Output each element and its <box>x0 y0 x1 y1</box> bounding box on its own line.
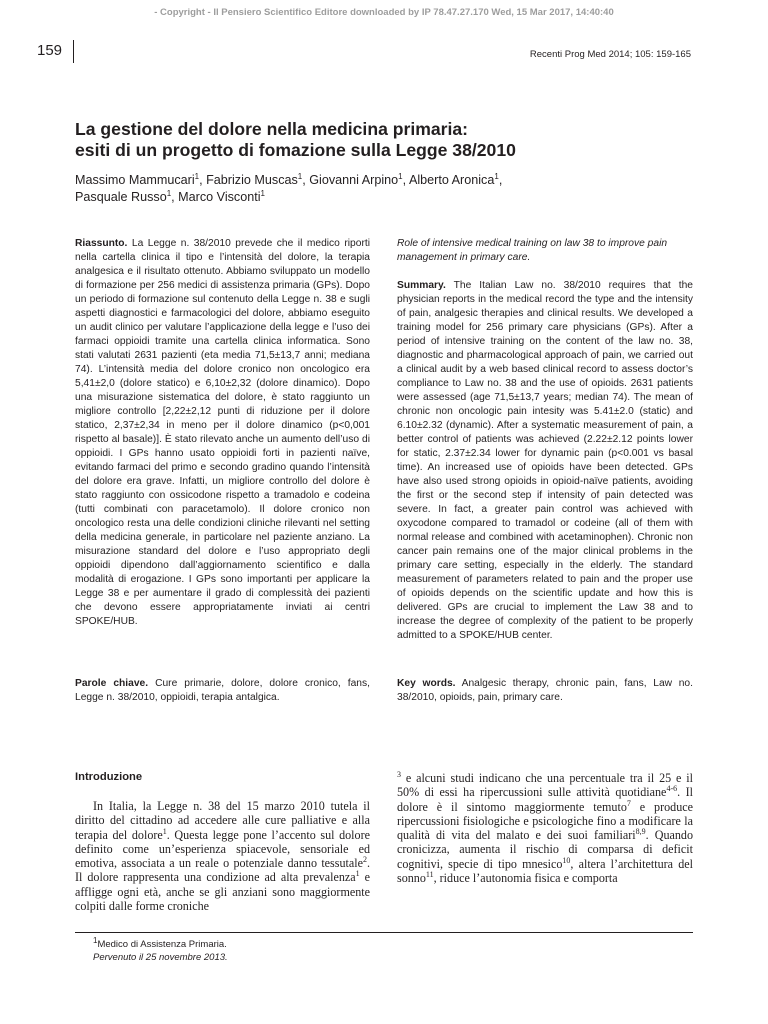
citation-marker: 1 <box>162 826 167 836</box>
page-number-divider <box>73 40 74 63</box>
citation-marker: 4-6 <box>666 784 678 794</box>
footnotes <box>93 935 228 964</box>
abstract-english-label: Summary. <box>397 280 446 291</box>
citation-marker: 2 <box>362 855 367 865</box>
abstract-english-text: The Italian Law no. 38/2010 requires that the physician reports in the medical record the type and the intensity of pain, analgesic therapies and clinical results. We developed a training model for 256 primary care physicians (GPs). After a period of intensive training on the content of the law no. 38, diagnostic and pharmacological approach of pain, we carried out a clinical audit by a web based clinical record to assess doctor’s compliance to Law no. 38 and the use of opioids. 2631 patients were assessed (age 71,5±13,7 years; median 74). The mean of chronic non oncologic pain intesity was 5.41±2.0 (static) and 6.10±2.32 (dynamic). After a systematic measurement of pain, a better control of patients was achieved (2.22±2.12 points lower for static, 2.37±2.34 lower for dynamic pain (p<0.001 vs basal time). An increased use of opioids have been detected. GPs have also used strong opioids in opioid-naïve patients, avoiding the first or the second step if intensity of pain detected was severe. In fact, a greater pain control was achieved with oxycodone compared to tramadol or codeine (all of them with normal release and combined with acetaminophen). Chronic non cancer pain remains one of the major clinical problems in the primary care setting, especially in the elderly. The standard measurement of parameters related to pain and the proper use of opioids depends on the scientific update and how this is delivered. GPs are crucial to implement the Law 38 and to increase the degree of complexity of the patient to be properly admitted to a SPOKE/HUB center. <box>397 280 693 641</box>
page-number: 159 <box>37 42 63 59</box>
author-affiliation-marker: 1 <box>398 171 403 181</box>
author-name: Fabrizio Muscas <box>206 173 298 187</box>
author-affiliation-marker: 1 <box>260 188 265 198</box>
affiliation-footnote <box>93 935 228 951</box>
author-affiliation-marker: 1 <box>494 171 499 181</box>
author-name: Pasquale Russo <box>75 190 167 204</box>
keywords-italian-text: Cure primarie, dolore, dolore cronico, fans, Legge n. 38/2010, oppioidi, terapia antalgica. <box>75 678 370 703</box>
article-title-line-1: La gestione del dolore nella medicina primaria: <box>75 119 469 139</box>
footnote-divider <box>75 932 693 933</box>
author-affiliation-marker: 1 <box>166 188 172 198</box>
abstract-italian <box>75 237 370 629</box>
citation-marker: 3 <box>397 769 401 779</box>
affiliation-marker: 1 <box>93 935 98 945</box>
article-title <box>75 119 695 161</box>
journal-reference: Recenti Prog Med 2014; 105: 159-165 <box>529 49 691 60</box>
introduction-heading: Introduzione <box>75 771 143 783</box>
citation-marker: 1 <box>355 869 360 879</box>
citation-marker: 7 <box>626 798 631 808</box>
author-name: Marco Visconti <box>178 190 261 204</box>
affiliation-text: Medico di Assistenza Primaria. <box>97 939 227 950</box>
author-affiliation-marker: 1 <box>194 171 200 181</box>
author-name: Massimo Mammucari <box>75 173 195 187</box>
abstract-italian-label: Riassunto. <box>75 238 128 249</box>
introduction-body-left: In Italia, la Legge n. 38 del 15 marzo 2010 tutela il diritto del cittadino ad accedere alle cure palliative e alla terapia del dolore$^1$. Questa legge pone l’accento sul dolore definito come un’esperienza spiacevole, sensoriale ed emotiva, associata a un reale o potenziale danno tessutale$^2$. Il dolore rappresenta una condizione ad alta prevalenza$^1$ e affligge ogni età, anche se gli anziani sono maggiormente colpiti dalle forme croniche <box>75 799 370 914</box>
keywords-english-text: Analgesic therapy, chronic pain, fans, Law no. 38/2010, opioids, pain, primary care. <box>397 678 693 703</box>
article-title-line-2: esiti di un progetto di fomazione sulla Legge 38/2010 <box>75 140 516 160</box>
copyright-notice: - Copyright - Il Pensiero Scientifico Editore downloaded by IP 78.47.27.170 Wed, 15 Mar 2017, 14:40:40 <box>154 7 614 18</box>
author-list: Massimo Mammucari$^1$, Fabrizio Muscas$^1$, Giovanni Arpino$^1$, Alberto Aronica$^1$, Pasquale Russo$^1$, Marco Visconti$^1$ <box>75 171 503 204</box>
author-name: Alberto Aronica <box>408 173 495 187</box>
received-date: Pervenuto il 25 novembre 2013. <box>93 952 228 963</box>
citation-marker: 11 <box>425 870 434 880</box>
english-title: Role of intensive medical training on law 38 to improve pain management in primary care. <box>397 238 668 263</box>
citation-marker: 10 <box>562 855 571 865</box>
abstract-italian-text: La Legge n. 38/2010 prevede che il medico riporti nella cartella clinica il tipo e l’intensità del dolore, la terapia analgesica e il risultato ottenuto. Abbiamo sviluppato un modello di formazione per 256 medici di assistenza primaria (GPs). Dopo un periodo di formazione sul contenuto della Legge n. 38 e sugli aspetti diagnostici e farmacologici del dolore, abbiamo eseguito un audit clinico per valutare l’applicazione della legge e l’uso dei farmaci oppioidi tramite una cartella clinica informatica. Sono stati valutati 2631 pazienti (eta media 71,5±13,7 anni; mediana 74). L’intensità media del dolore cronico non oncologico era 5,41±2,0 (dolore statico) e 6,10±2,32 (dolore dinamico). Dopo una misurazione sistematica del dolore, è stato raggiunto un migliore controllo [2,22±2,12 punti di riduzione per il dolore statico, 2,37±2,34 in meno per il dolore dinamico (p<0,001 rispetto al basale)]. È stato rilevato anche un aumento dell’uso di oppioidi. I GPs hanno usato oppioidi forti in pazienti naïve, evitando farmaci del primo e secondo gradino quando l’intensità del dolore era grave. Infatti, un migliore controllo del dolore è stato raggiunto con ossicodone rispetto a tramadolo e codeina (tutti combinati con paracetamolo). Il dolore cronico non oncologico resta una delle condizioni cliniche rilevanti nel setting della medicina generale, in particolare nel paziente anziano. La misurazione standard del dolore e l’uso appropriato degli oppioidi dipendono dall’aggiornamento scientifico e dalla modalità di erogazione. I GPs sono importanti per applicare la Legge 38 e per aumentare il grado di complessità dei pazienti che devono essere appropriatamente inviati ai centri SPOKE/HUB. <box>75 238 370 627</box>
author-affiliation-marker: 1 <box>297 171 303 181</box>
author-name: Giovanni Arpino <box>309 173 399 187</box>
citation-marker: 8,9 <box>635 827 646 837</box>
keywords-english <box>397 677 693 705</box>
introduction-body-right: $^3$ e alcuni studi indicano che una percentuale tra il 25 e il 50% di essi ha ripercussioni sulle attività quotidiane$^{4-6}$. Il dolore è il sintomo maggiormente temuto$^7$ e produce ripercussioni fisiologiche e psicologiche fino a modificare la qualità di vita del malato e dei suoi familiari$^{8,9}$. Quando cronicizza, aumenta il rischio di comparsa di deficit cognitivi, specie di tipo mnesico$^{10}$, altera l’architettura del sonno$^{11}$, riduce l’autonomia fisica e comporta <box>397 769 694 886</box>
abstract-english <box>397 279 693 643</box>
keywords-english-label: Key words. <box>397 678 456 689</box>
keywords-italian <box>75 677 370 705</box>
keywords-italian-label: Parole chiave. <box>75 678 149 689</box>
